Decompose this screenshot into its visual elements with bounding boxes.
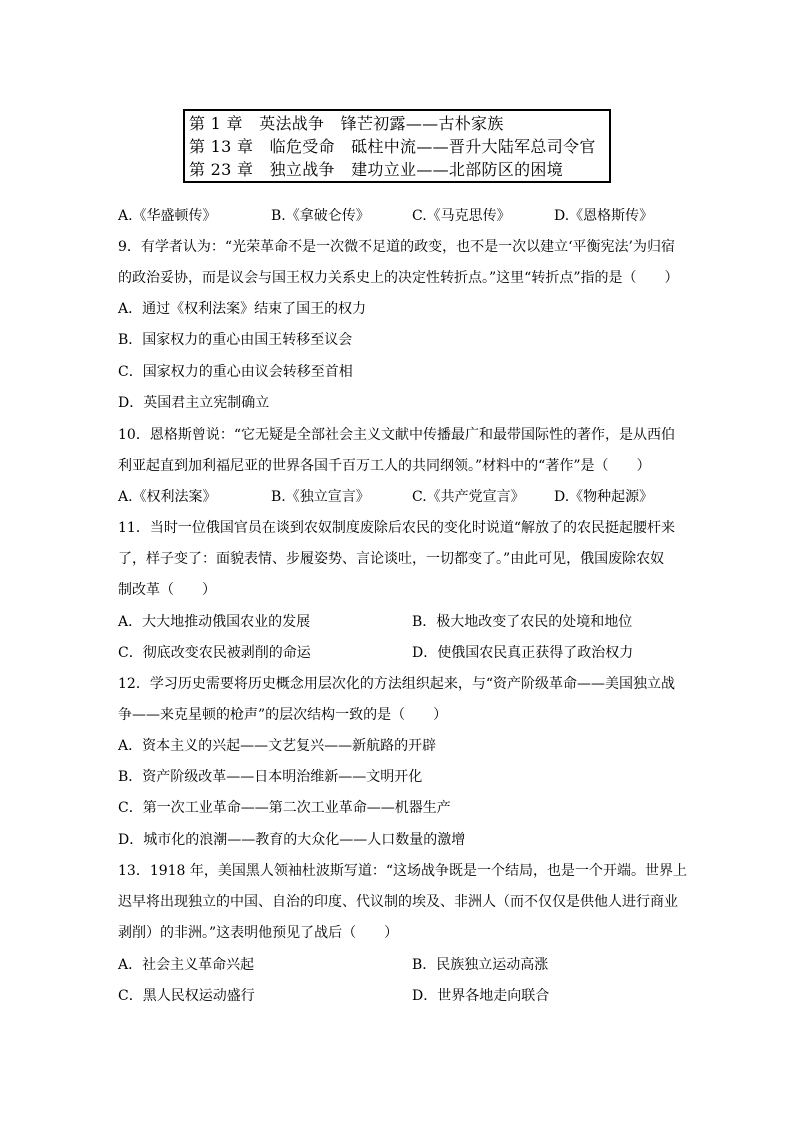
question-11-stem-line: 11．当时一位俄国官员在谈到农奴制度废除后农民的变化时说道“解放了的农民挺起腰杆来	[118, 520, 675, 536]
option-c: C．国家权力的重心由议会转移至首相	[118, 364, 353, 380]
option-c: C．第一次工业革命——第二次工业革命——机器生产	[118, 800, 451, 816]
option-b: B．极大地改变了农民的处境和地位	[412, 614, 633, 630]
option-a: A．资本主义的兴起——文艺复兴——新航路的开辟	[118, 738, 437, 754]
option-d: D．世界各地走向联合	[412, 988, 550, 1004]
chapter-row: 第 23 章 独立战争 建功立业——北部防区的困境	[189, 160, 564, 179]
option-c: C．彻底改变农民被剥削的命运	[118, 645, 311, 661]
question-12-stem-line: 12．学习历史需要将历史概念用层次化的方法组织起来，与“资产阶级革命——美国独立战	[118, 676, 675, 692]
option-a: A．社会主义革命兴起	[118, 957, 255, 973]
option-c: C.《共产党宣言》	[412, 489, 525, 505]
chapter-row: 第 13 章 临危受命 砥柱中流——晋升大陆军总司令官	[189, 137, 596, 156]
chapter-row: 第 1 章 英法战争 锋芒初露——古朴家族	[189, 114, 504, 133]
question-13-stem-line: 13．1918 年，美国黑人领袖杜波斯写道：“这场战争既是一个结局，也是一个开端。世界上	[118, 863, 688, 879]
option-d: D．英国君主立宪制确立	[118, 395, 270, 411]
option-b: B.《独立宣言》	[271, 489, 370, 505]
question-11-stem-line: 了，样子变了：面貌表情、步履姿势、言论谈吐，一切都变了。”由此可见，俄国废除农奴	[118, 551, 665, 567]
option-d: D.《物种起源》	[554, 489, 654, 505]
question-9-stem-line: 的政治妥协，而是议会与国王权力关系史上的决定性转折点。”这里“转折点”指的是（ ）	[118, 270, 679, 286]
chapter-contents-box	[183, 109, 611, 183]
option-c: C.《马克思传》	[412, 208, 511, 224]
question-13-stem-line: 迟早将出现独立的中国、自治的印度、代议制的埃及、非洲人（而不仅仅是供他人进行商业	[118, 894, 678, 910]
question-9-stem-line: 9．有学者认为：“光荣革命不是一次微不足道的政变，也不是一次以建立‘平衡宪法’为归宿	[118, 239, 675, 255]
option-b: B．资产阶级改革——日本明治维新——文明开化	[118, 769, 423, 785]
option-b: B．国家权力的重心由国王转移至议会	[118, 332, 353, 348]
question-11-stem-line: 制改革（ ）	[118, 582, 216, 598]
option-d: D．使俄国农民真正获得了政治权力	[412, 645, 634, 661]
option-d: D．城市化的浪潮——教育的大众化——人口数量的激增	[118, 832, 466, 848]
question-13-stem-line: 剥削）的非洲。”这表明他预见了战后（ ）	[118, 925, 399, 941]
option-b: B．民族独立运动高涨	[412, 957, 549, 973]
question-12-stem-line: 争——来克星顿的枪声”的层次结构一致的是（ ）	[118, 707, 448, 723]
question-10-stem-line: 利亚起直到加利福尼亚的世界各国千百万工人的共同纲领。”材料中的“著作”是（ ）	[118, 458, 651, 474]
question-10-stem-line: 10．恩格斯曾说：“它无疑是全部社会主义文献中传播最广和最带国际性的著作，是从西伯	[118, 427, 675, 443]
option-a: A.《华盛顿传》	[118, 208, 217, 224]
option-a: A．通过《权利法案》结束了国王的权力	[118, 301, 367, 317]
option-d: D.《恩格斯传》	[554, 208, 654, 224]
option-a: A．大大地推动俄国农业的发展	[118, 614, 311, 630]
option-b: B.《拿破仑传》	[271, 208, 370, 224]
option-c: C．黑人民权运动盛行	[118, 988, 255, 1004]
option-a: A.《权利法案》	[118, 489, 217, 505]
